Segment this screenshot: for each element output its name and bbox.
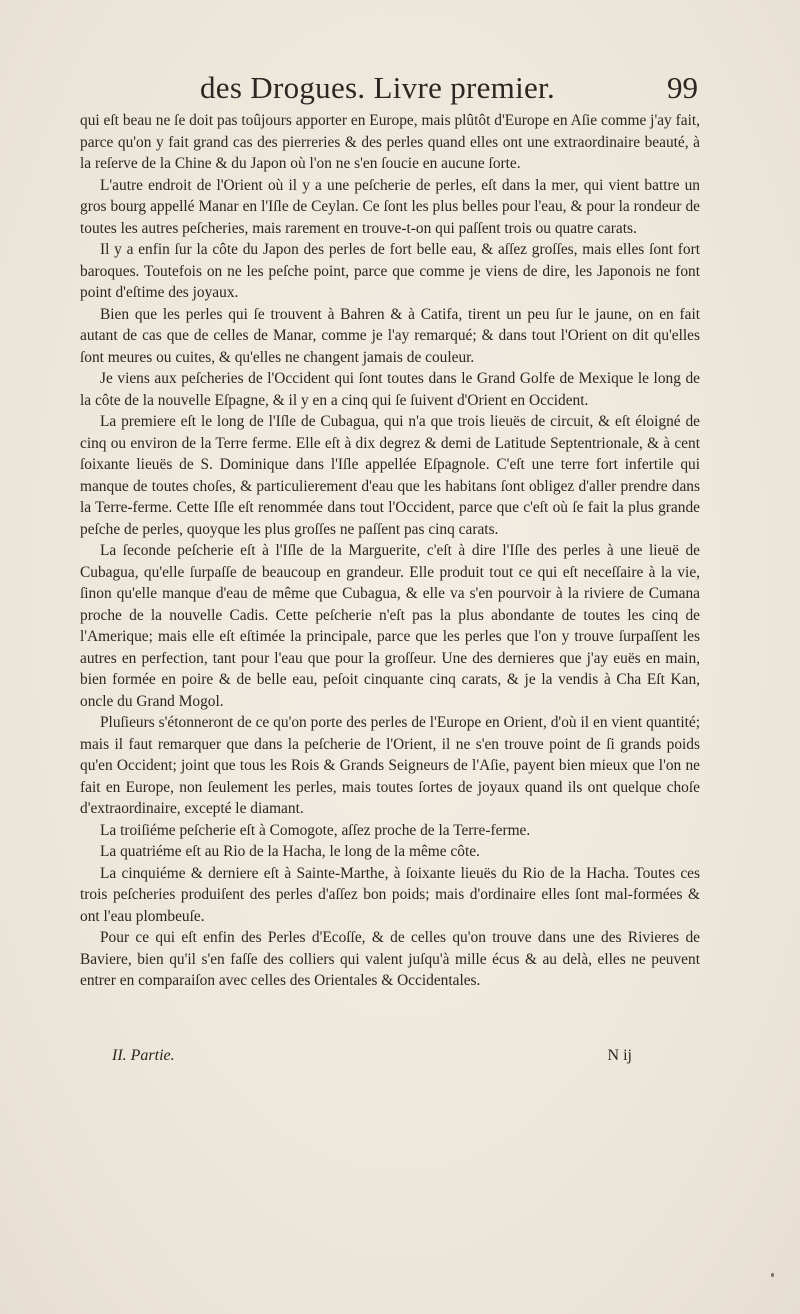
paragraph: Je viens aux peſcheries de l'Occident qui ſont toutes dans le Grand Golfe de Mexique le long de la côte de la nouvelle Eſpagne, & il y en a cinq qui ſe ſuivent d'Orient en Occident. xyxy=(80,370,700,409)
paragraph: La troiſiéme peſcherie eſt à Comogote, aſſez proche de la Terre-ferme. xyxy=(100,821,531,839)
signature-mark: N ij xyxy=(607,1047,632,1064)
paragraph: Il y a enfin ſur la côte du Japon des perles de fort belle eau, & aſſez groſſes, mais elles ſont fort baroques. Toutefois on ne les peſche point, parce que comme je viens de dire, les Japonois ne font point d'eſtime des joyaux. xyxy=(80,241,700,301)
paper-speck xyxy=(771,1273,774,1277)
body-text xyxy=(80,110,700,992)
page-number: 99 xyxy=(667,70,698,105)
running-head xyxy=(80,70,720,114)
paragraph: La quatriéme eſt au Rio de la Hacha, le long de la même côte. xyxy=(100,843,480,860)
paragraph: Bien que les perles qui ſe trouvent à Bahren & à Catifa, tirent un peu ſur le jaune, on en fait autant de cas que de celles de Manar, comme je l'ay remarqué; & dans tout l'Orient on dit qu'elles ſont meures ou cuites, & qu'elles ne changent jamais de couleur. xyxy=(80,305,700,366)
paragraph: L'autre endroit de l'Orient où il y a une peſcherie de perles, eſt dans la mer, qui vient battre un gros bourg appellé Manar en l'Iſle de Ceylan. Ce ſont les plus belles pour l'eau, & pour la rondeur de toutes les autres peſcheries, mais rarement en trouve-t-on qui paſſent trois ou quatre carats. xyxy=(80,176,700,237)
paragraph: La premiere eſt le long de l'Iſle de Cubagua, qui n'a que trois lieuës de circuit, & eſt éloigné de cinq ou environ de la Terre ferme. Elle eſt à dix degrez & demi de Latitude Septentrionale, & à cent ſoixante lieuës de S. Dominique dans l'Iſle appellée Eſpagnole. C'eſt une terre fort infertile qui manque de toutes choſes, & particulierement d'eau que les habitans ſont obligez d'aller prendre dans la Terre-ferme. Cette Iſle eſt renommée dans tout l'Occident, parce que c'eſt où ſe fait la plus grande peſche de perles, quoyque les plus groſſes ne paſſent pas cinq carats. xyxy=(80,413,700,538)
paragraph: qui eſt beau ne ſe doit pas toûjours apporter en Europe, mais plûtôt d'Europe en Aſie comme j'ay fait, parce qu'on y fait grand cas des pierreries & des perles quand elles ont une extraordinaire beauté, à la reſerve de la Chine & du Japon où l'on ne s'en ſoucie en aucune ſorte. xyxy=(80,112,700,172)
signature-part: II. Partie. xyxy=(112,1047,175,1064)
page-footer xyxy=(112,1047,632,1071)
paragraph: La ſeconde peſcherie eſt à l'Iſle de la Marguerite, c'eſt à dire l'Iſle des perles à une lieuë de Cubagua, qu'elle ſurpaſſe de beaucoup en grandeur. Elle produit tout ce qui eſt neceſſaire à la vie, ſinon qu'elle manque d'eau de même que Cubagua, & elle va s'en pourvoir à la riviere de Cumana proche de la nouvelle Cadis. Cette peſcherie n'eſt pas la plus abondante de toutes les cinq de l'Amerique; mais elle eſt eſtimée la principale, parce que les perles que l'on y trouve ſurpaſſent les autres en perfection, tant pour l'eau que pour la groſſeur. Une des dernieres que j'ay euës en main, bien formée en poire & de belle eau, peſoit cinquante cinq carats, & je la vendis à Cha Eſt Kan, oncle du Grand Mogol. xyxy=(80,542,700,710)
running-head-title: des Drogues. Livre premier. xyxy=(200,70,556,105)
paragraph: La cinquiéme & derniere eſt à Sainte-Marthe, à ſoixante lieuës du Rio de la Hacha. Toutes ces trois peſcheries produiſent des perles d'aſſez bon poids; mais d'ordinaire elles ſont mal-formées & ont l'eau plombeuſe. xyxy=(80,864,700,925)
paragraph: Pour ce qui eſt enfin des Perles d'Ecoſſe, & de celles qu'on trouve dans une des Rivieres de Baviere, bien qu'il s'en faſſe des colliers qui valent juſqu'à mille écus & au delà, elles ne peuvent entrer en comparaiſon avec celles des Orientales & Occidentales. xyxy=(80,929,700,989)
paragraph: Pluſieurs s'étonneront de ce qu'on porte des perles de l'Europe en Orient, d'où il en vient quantité; mais il faut remarquer que dans la peſcherie de l'Orient, il ne s'en trouve point de ſi grands poids qu'en Occident; joint que tous les Rois & Grands Seigneurs de l'Aſie, payent bien mieux que l'on ne fait en Europe, non ſeulement les perles, mais toutes ſortes de joyaux quand ils ont quelque choſe d'extraordinaire, excepté le diamant. xyxy=(80,714,700,817)
